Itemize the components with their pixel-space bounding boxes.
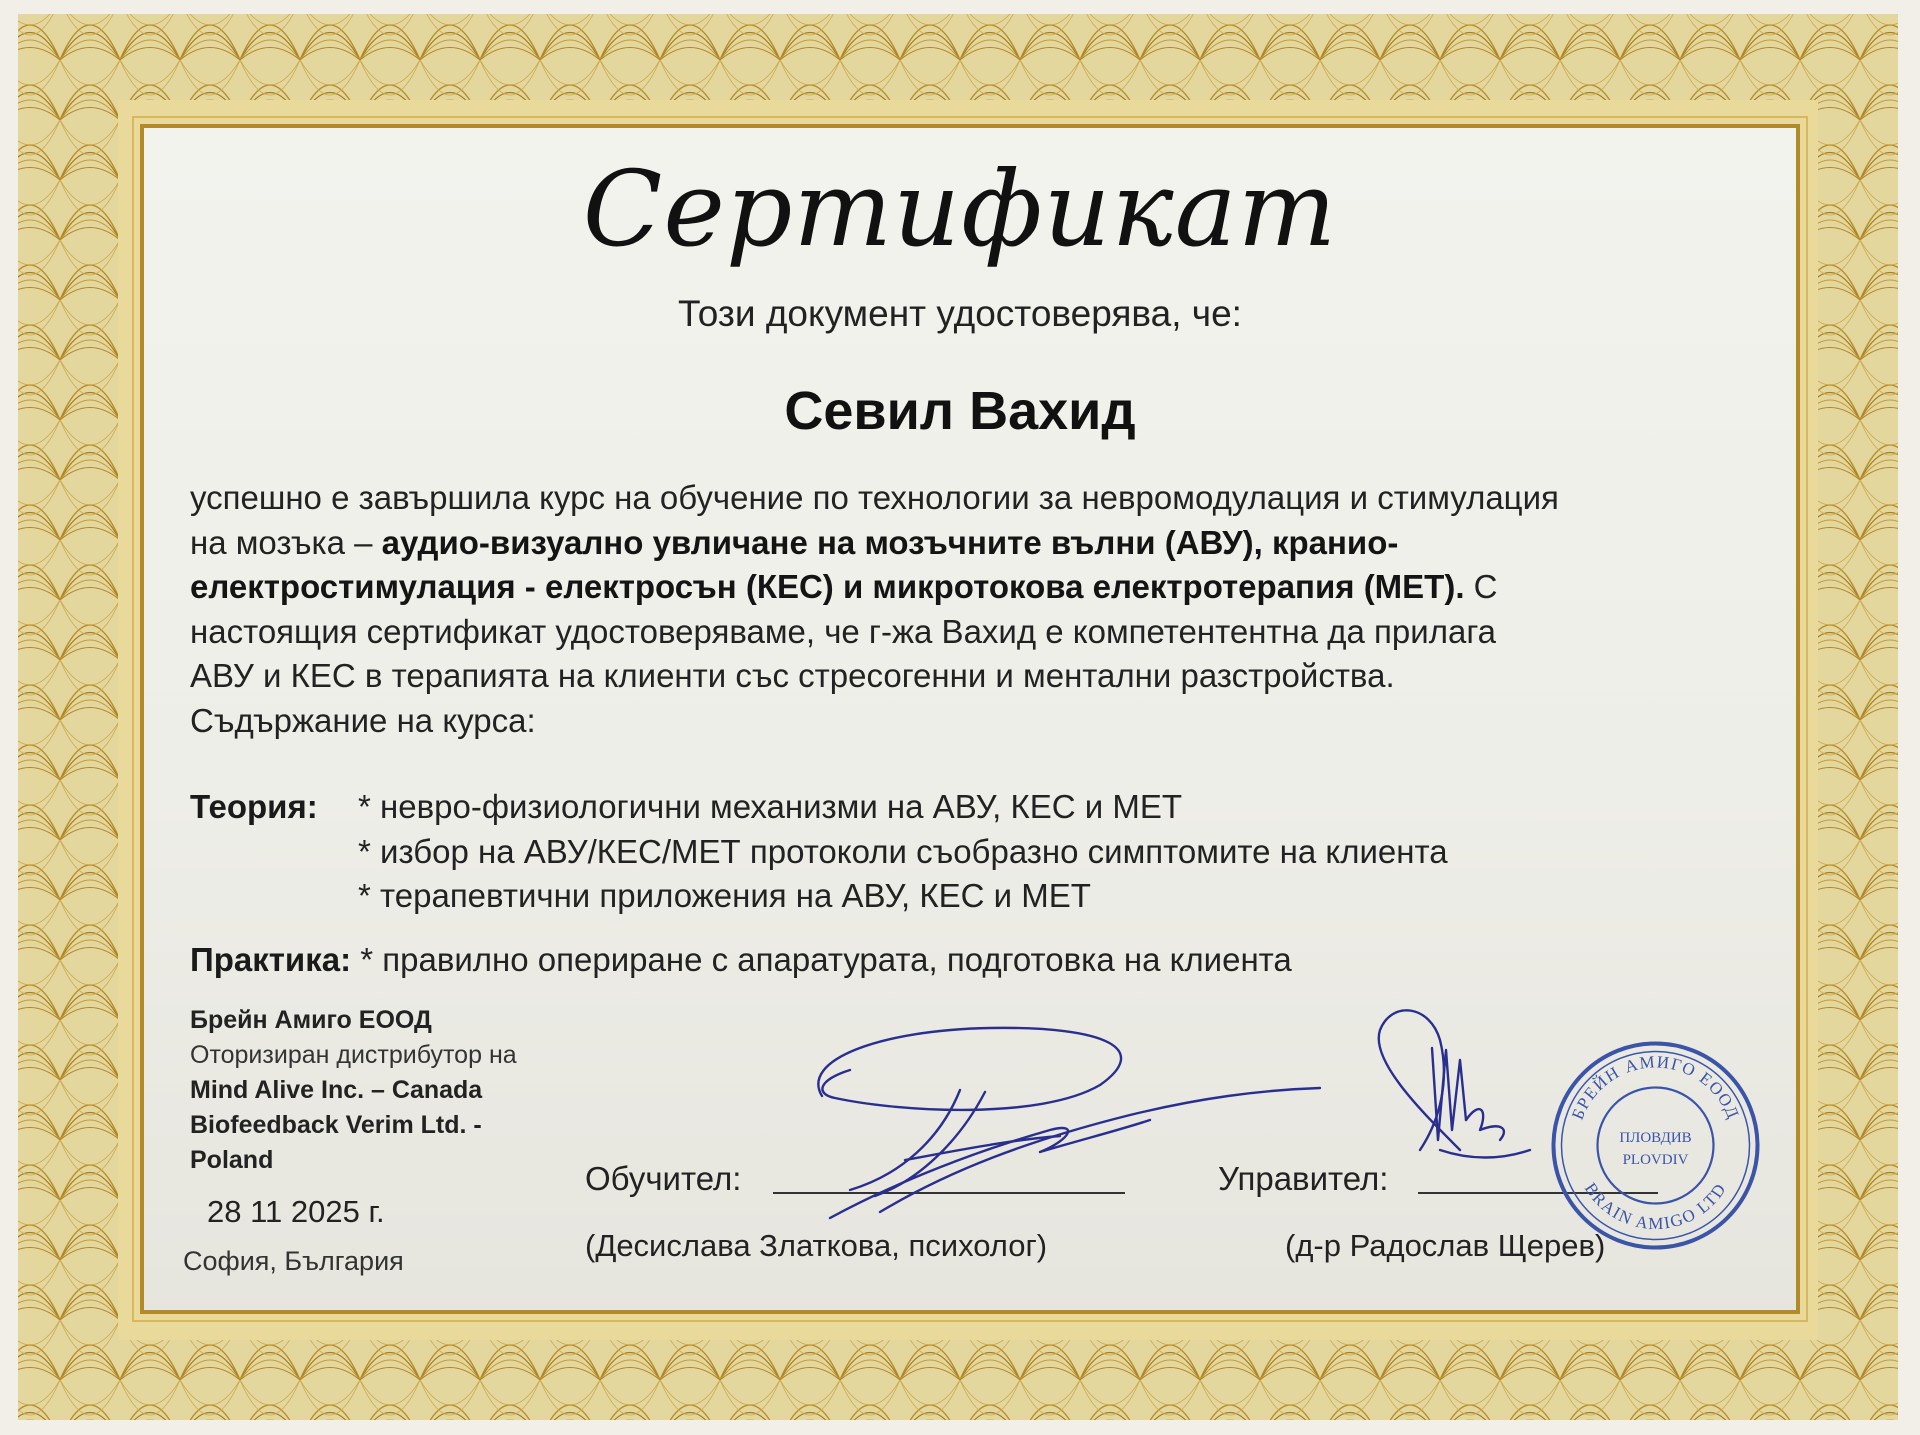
theory-row [190,785,1448,830]
trainer-name: (Десислава Златкова, психолог) [585,1228,1048,1263]
body-text-bold: аудио-визуално увличане на мозъчните вълни (АВУ), кранио- [381,523,1399,561]
theory-item: * избор на АВУ/КЕС/МЕТ протоколи съобразно симптомите на клиента [358,832,1448,870]
manager-name: (д-р Радослав Щерев) [1285,1228,1606,1263]
organization-role: Оторизиран дистрибутор на [190,1041,517,1069]
trainer-label: Обучител: [585,1160,742,1197]
theory-item: * невро-физиологични механизми на АВУ, КЕС и МЕТ [358,788,1183,825]
theory-item: * терапевтични приложения на АВУ, КЕС и МЕТ [358,877,1091,914]
body-line: АВУ и КЕС в терапията на клиенти със стресогенни и ментални разстройства. [190,657,1395,694]
theory-label: Теория: [190,788,318,825]
certificate-body [190,476,1780,743]
stamp-outer-bottom-text: BRAIN AMIGO LTD [1580,1179,1731,1234]
issue-date: 28 11 2025 г. [207,1194,385,1229]
recipient-name: Севил Вахид [784,381,1136,441]
company-stamp [1548,1038,1763,1253]
practice-section [190,941,1292,979]
body-text-plain: С [1464,568,1498,605]
theory-section [190,785,1448,919]
organization-name: Брейн Амиго ЕООД [190,1006,432,1034]
partner-name: Poland [190,1146,274,1174]
stamp-inner-top-text: ПЛОВДИВ [1619,1130,1692,1146]
body-line: успешно е завършила курс на обучение по технологии за невромодулация и стимулация [190,479,1559,516]
body-line: настоящия сертификат удостоверяваме, че г-жа Вахид е компетентентна да прилага [190,612,1496,650]
partner-name: Mind Alive Inc. – Canada [190,1076,483,1104]
body-text-bold: електростимулация - електросън (КЕС) и микротокова електротерапия (МЕТ). [190,568,1465,605]
body-line: Съдържание на курса: [190,701,536,739]
certificate-title: Сертификат [582,148,1338,270]
practice-label: Практика: [190,941,352,978]
organization-block [190,1003,517,1178]
theory-row [190,874,1448,919]
body-line [190,565,1780,610]
body-text-plain: на мозъка – [190,523,382,561]
partner-name: Biofeedback Verim Ltd. - [190,1111,482,1139]
body-line [190,521,1780,566]
theory-row [190,830,1448,875]
certificate-subtitle: Този документ удостоверява, че: [678,293,1242,334]
manager-label: Управител: [1218,1160,1389,1197]
stamp-outer-top-text: БРЕЙН АМИГО ЕООД [1567,1052,1744,1123]
practice-item: * правилно опериране с апаратурата, подготовка на клиента [351,941,1292,978]
stamp-inner-bottom-text: PLOVDIV [1622,1152,1689,1168]
trainer-signature-line [773,1192,1125,1194]
issue-city: София, България [183,1246,404,1276]
